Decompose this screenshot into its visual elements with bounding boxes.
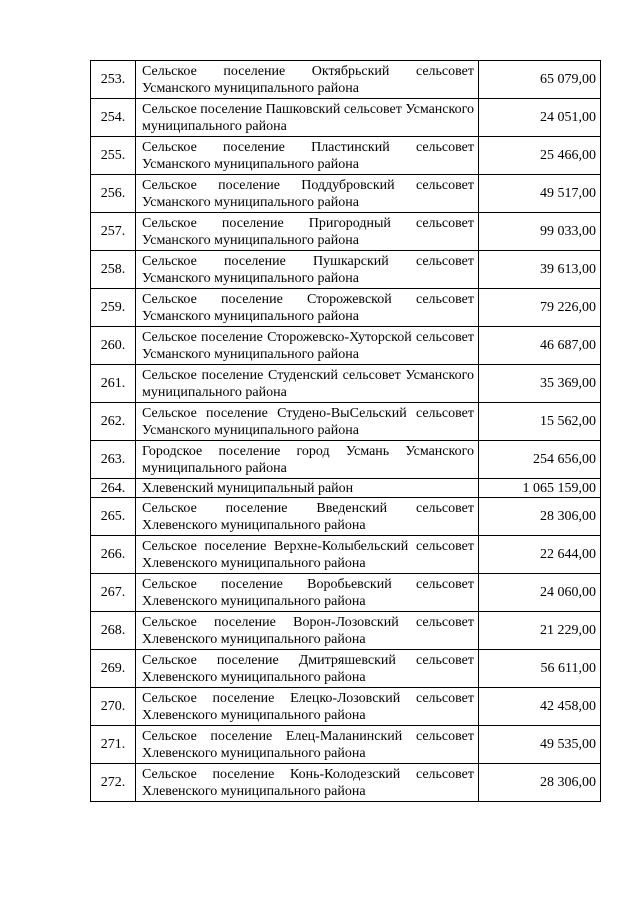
municipality-name: Сельское поселение Пушкарский сельсовет Усманского муниципального района [136, 251, 479, 289]
row-number: 267. [91, 574, 136, 612]
table-row [91, 251, 601, 289]
municipality-name: Сельское поселение Пластинский сельсовет Усманского муниципального района [136, 137, 479, 175]
table-row [91, 327, 601, 365]
municipality-name: Сельское поселение Студено-ВыСельский сельсовет Усманского муниципального района [136, 403, 479, 441]
row-number: 256. [91, 175, 136, 213]
table-row [91, 764, 601, 802]
table-row [91, 403, 601, 441]
row-number: 260. [91, 327, 136, 365]
table-row [91, 289, 601, 327]
row-number: 259. [91, 289, 136, 327]
row-number: 268. [91, 612, 136, 650]
table-row [91, 441, 601, 479]
municipality-name: Сельское поселение Пашковский сельсовет Усманского муниципального района [136, 99, 479, 137]
allocation-amount: 1 065 159,00 [479, 479, 601, 498]
municipality-name: Сельское поселение Верхне-Колыбельский сельсовет Хлевенского муниципального района [136, 536, 479, 574]
row-number: 258. [91, 251, 136, 289]
allocation-amount: 22 644,00 [479, 536, 601, 574]
row-number: 261. [91, 365, 136, 403]
allocation-amount: 49 535,00 [479, 726, 601, 764]
municipality-name: Сельское поселение Елецко-Лозовский сельсовет Хлевенского муниципального района [136, 688, 479, 726]
allocation-amount: 79 226,00 [479, 289, 601, 327]
allocation-amount: 25 466,00 [479, 137, 601, 175]
allocation-amount: 99 033,00 [479, 213, 601, 251]
allocation-table [90, 60, 601, 802]
table-row [91, 99, 601, 137]
row-number: 271. [91, 726, 136, 764]
municipality-name: Сельское поселение Введенский сельсовет Хлевенского муниципального района [136, 498, 479, 536]
row-number: 253. [91, 61, 136, 99]
table-row [91, 726, 601, 764]
row-number: 272. [91, 764, 136, 802]
municipality-name: Городское поселение город Усмань Усманского муниципального района [136, 441, 479, 479]
row-number: 266. [91, 536, 136, 574]
table-row [91, 61, 601, 99]
table-row [91, 175, 601, 213]
allocation-amount: 46 687,00 [479, 327, 601, 365]
municipality-name: Сельское поселение Сторожевской сельсовет Усманского муниципального района [136, 289, 479, 327]
row-number: 265. [91, 498, 136, 536]
municipality-name: Сельское поселение Дмитряшевский сельсовет Хлевенского муниципального района [136, 650, 479, 688]
row-number: 263. [91, 441, 136, 479]
table-row [91, 479, 601, 498]
table-row [91, 137, 601, 175]
municipality-name: Сельское поселение Студенский сельсовет Усманского муниципального района [136, 365, 479, 403]
allocation-amount: 35 369,00 [479, 365, 601, 403]
municipality-name: Сельское поселение Воробьевский сельсовет Хлевенского муниципального района [136, 574, 479, 612]
row-number: 255. [91, 137, 136, 175]
municipality-name: Сельское поселение Сторожевско-Хуторской сельсовет Усманского муниципального района [136, 327, 479, 365]
table-row [91, 365, 601, 403]
allocation-amount: 24 060,00 [479, 574, 601, 612]
row-number: 254. [91, 99, 136, 137]
allocation-amount: 39 613,00 [479, 251, 601, 289]
municipality-name: Сельское поселение Елец-Маланинский сельсовет Хлевенского муниципального района [136, 726, 479, 764]
table-row [91, 650, 601, 688]
table-row [91, 536, 601, 574]
municipality-name: Сельское поселение Пригородный сельсовет Усманского муниципального района [136, 213, 479, 251]
table-row [91, 612, 601, 650]
municipality-name: Сельское поселение Ворон-Лозовский сельсовет Хлевенского муниципального района [136, 612, 479, 650]
table-row [91, 574, 601, 612]
row-number: 262. [91, 403, 136, 441]
municipality-name: Сельское поселение Октябрьский сельсовет Усманского муниципального района [136, 61, 479, 99]
allocation-amount: 28 306,00 [479, 764, 601, 802]
allocation-amount: 21 229,00 [479, 612, 601, 650]
allocation-amount: 24 051,00 [479, 99, 601, 137]
allocation-amount: 15 562,00 [479, 403, 601, 441]
row-number: 264. [91, 479, 136, 498]
municipality-name: Хлевенский муниципальный район [136, 479, 479, 498]
allocation-amount: 42 458,00 [479, 688, 601, 726]
municipality-name: Сельское поселение Поддубровский сельсовет Усманского муниципального района [136, 175, 479, 213]
allocation-amount: 49 517,00 [479, 175, 601, 213]
row-number: 270. [91, 688, 136, 726]
row-number: 269. [91, 650, 136, 688]
allocation-amount: 56 611,00 [479, 650, 601, 688]
table-row [91, 498, 601, 536]
allocation-amount: 28 306,00 [479, 498, 601, 536]
table-row [91, 213, 601, 251]
municipality-name: Сельское поселение Конь-Колодезский сельсовет Хлевенского муниципального района [136, 764, 479, 802]
allocation-amount: 65 079,00 [479, 61, 601, 99]
row-number: 257. [91, 213, 136, 251]
allocation-amount: 254 656,00 [479, 441, 601, 479]
table-row [91, 688, 601, 726]
